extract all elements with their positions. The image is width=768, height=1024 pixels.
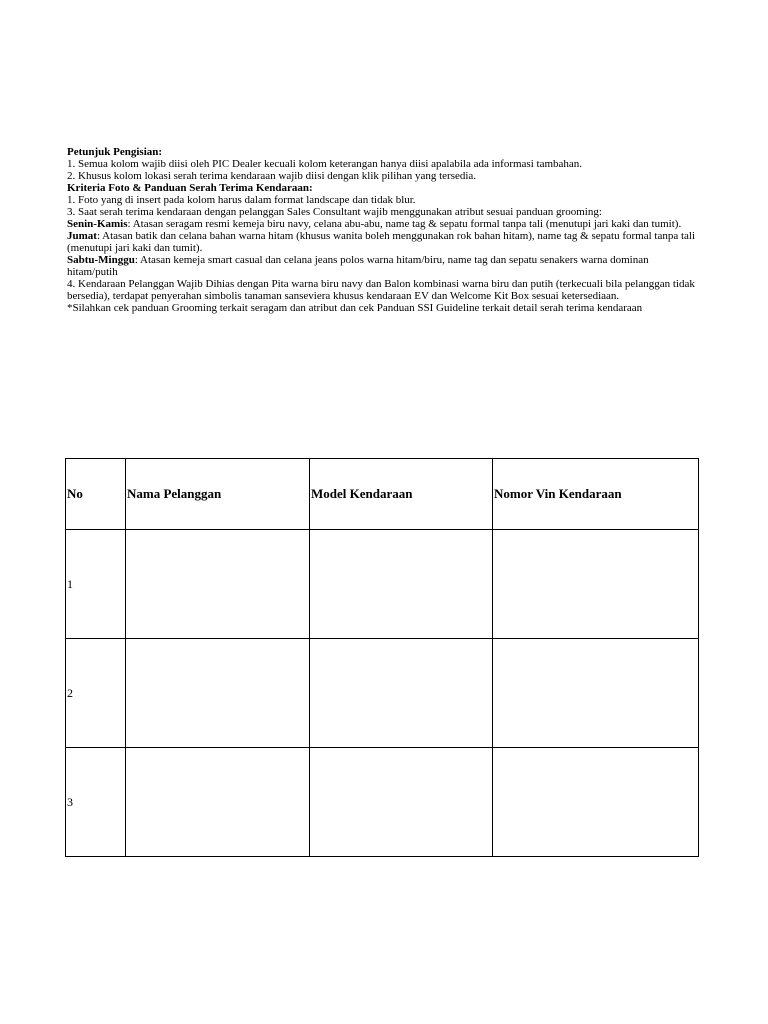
grooming-sabtu-minggu bbox=[67, 254, 697, 278]
instructions-heading: Petunjuk Pengisian: bbox=[67, 146, 163, 158]
header-nomor-vin: Nomor Vin Kendaraan bbox=[493, 459, 699, 530]
table-header-row bbox=[66, 459, 699, 530]
header-model-kendaraan: Model Kendaraan bbox=[310, 459, 493, 530]
cell-nama-pelanggan[interactable] bbox=[126, 748, 310, 857]
row-number: 1 bbox=[66, 530, 126, 639]
grooming-jumat bbox=[67, 230, 697, 254]
sabtu-minggu-label: Sabtu-Minggu bbox=[67, 254, 135, 266]
cell-model-kendaraan[interactable] bbox=[310, 639, 493, 748]
header-nama-pelanggan: Nama Pelanggan bbox=[126, 459, 310, 530]
grooming-senin-kamis bbox=[67, 218, 697, 230]
guideline-note: *Silahkan cek panduan Grooming terkait seragam dan atribut dan cek Panduan SSI Guideline terkait detail serah terima kendaraan bbox=[67, 302, 643, 314]
cell-model-kendaraan[interactable] bbox=[310, 748, 493, 857]
cell-model-kendaraan[interactable] bbox=[310, 530, 493, 639]
header-no: No bbox=[66, 459, 126, 530]
instruction-item-1: 1. Semua kolom wajib diisi oleh PIC Dealer kecuali kolom keterangan hanya diisi apalabila ada informasi tambahan. bbox=[67, 158, 583, 170]
instructions-block bbox=[67, 146, 697, 314]
criteria-heading: Kriteria Foto & Panduan Serah Terima Kendaraan: bbox=[67, 182, 313, 194]
table-row bbox=[66, 639, 699, 748]
criteria-item-4: 4. Kendaraan Pelanggan Wajib Dihias dengan Pita warna biru navy dan Balon kombinasi warna biru dan putih (terkecuali bila pelanggan tidak bersedia), terdapat penyerahan simbolis tanaman sanseviera khusus kendaraan EV dan Welcome Kit Box sesuai ketersediaan. bbox=[67, 278, 695, 302]
cell-nama-pelanggan[interactable] bbox=[126, 530, 310, 639]
instruction-item-2: 2. Khusus kolom lokasi serah terima kendaraan wajib diisi dengan klik pilihan yang tersedia. bbox=[67, 170, 477, 182]
cell-nama-pelanggan[interactable] bbox=[126, 639, 310, 748]
table-row bbox=[66, 748, 699, 857]
row-number: 3 bbox=[66, 748, 126, 857]
handover-table bbox=[65, 458, 699, 857]
table-row bbox=[66, 530, 699, 639]
senin-kamis-text: : Atasan seragam resmi kemeja biru navy, celana abu-abu, name tag & sepatu formal tanpa tali (menutupi jari kaki dan tumit). bbox=[127, 218, 682, 230]
cell-nomor-vin[interactable] bbox=[493, 530, 699, 639]
senin-kamis-label: Senin-Kamis bbox=[67, 218, 128, 230]
criteria-item-1: 1. Foto yang di insert pada kolom harus dalam format landscape dan tidak blur. bbox=[67, 194, 416, 206]
cell-nomor-vin[interactable] bbox=[493, 639, 699, 748]
jumat-text: : Atasan batik dan celana bahan warna hitam (khusus wanita boleh menggunakan rok bahan hitam), name tag & sepatu formal tanpa tali (menutupi jari kaki dan tumit). bbox=[67, 230, 696, 254]
cell-nomor-vin[interactable] bbox=[493, 748, 699, 857]
jumat-label: Jumat bbox=[67, 230, 97, 242]
sabtu-minggu-text: : Atasan kemeja smart casual dan celana jeans polos warna hitam/biru, name tag dan sepatu senakers warna dominan hitam/putih bbox=[67, 254, 649, 278]
row-number: 2 bbox=[66, 639, 126, 748]
criteria-item-3: 3. Saat serah terima kendaraan dengan pelanggan Sales Consultant wajib menggunakan atribut sesuai panduan grooming: bbox=[67, 206, 602, 218]
